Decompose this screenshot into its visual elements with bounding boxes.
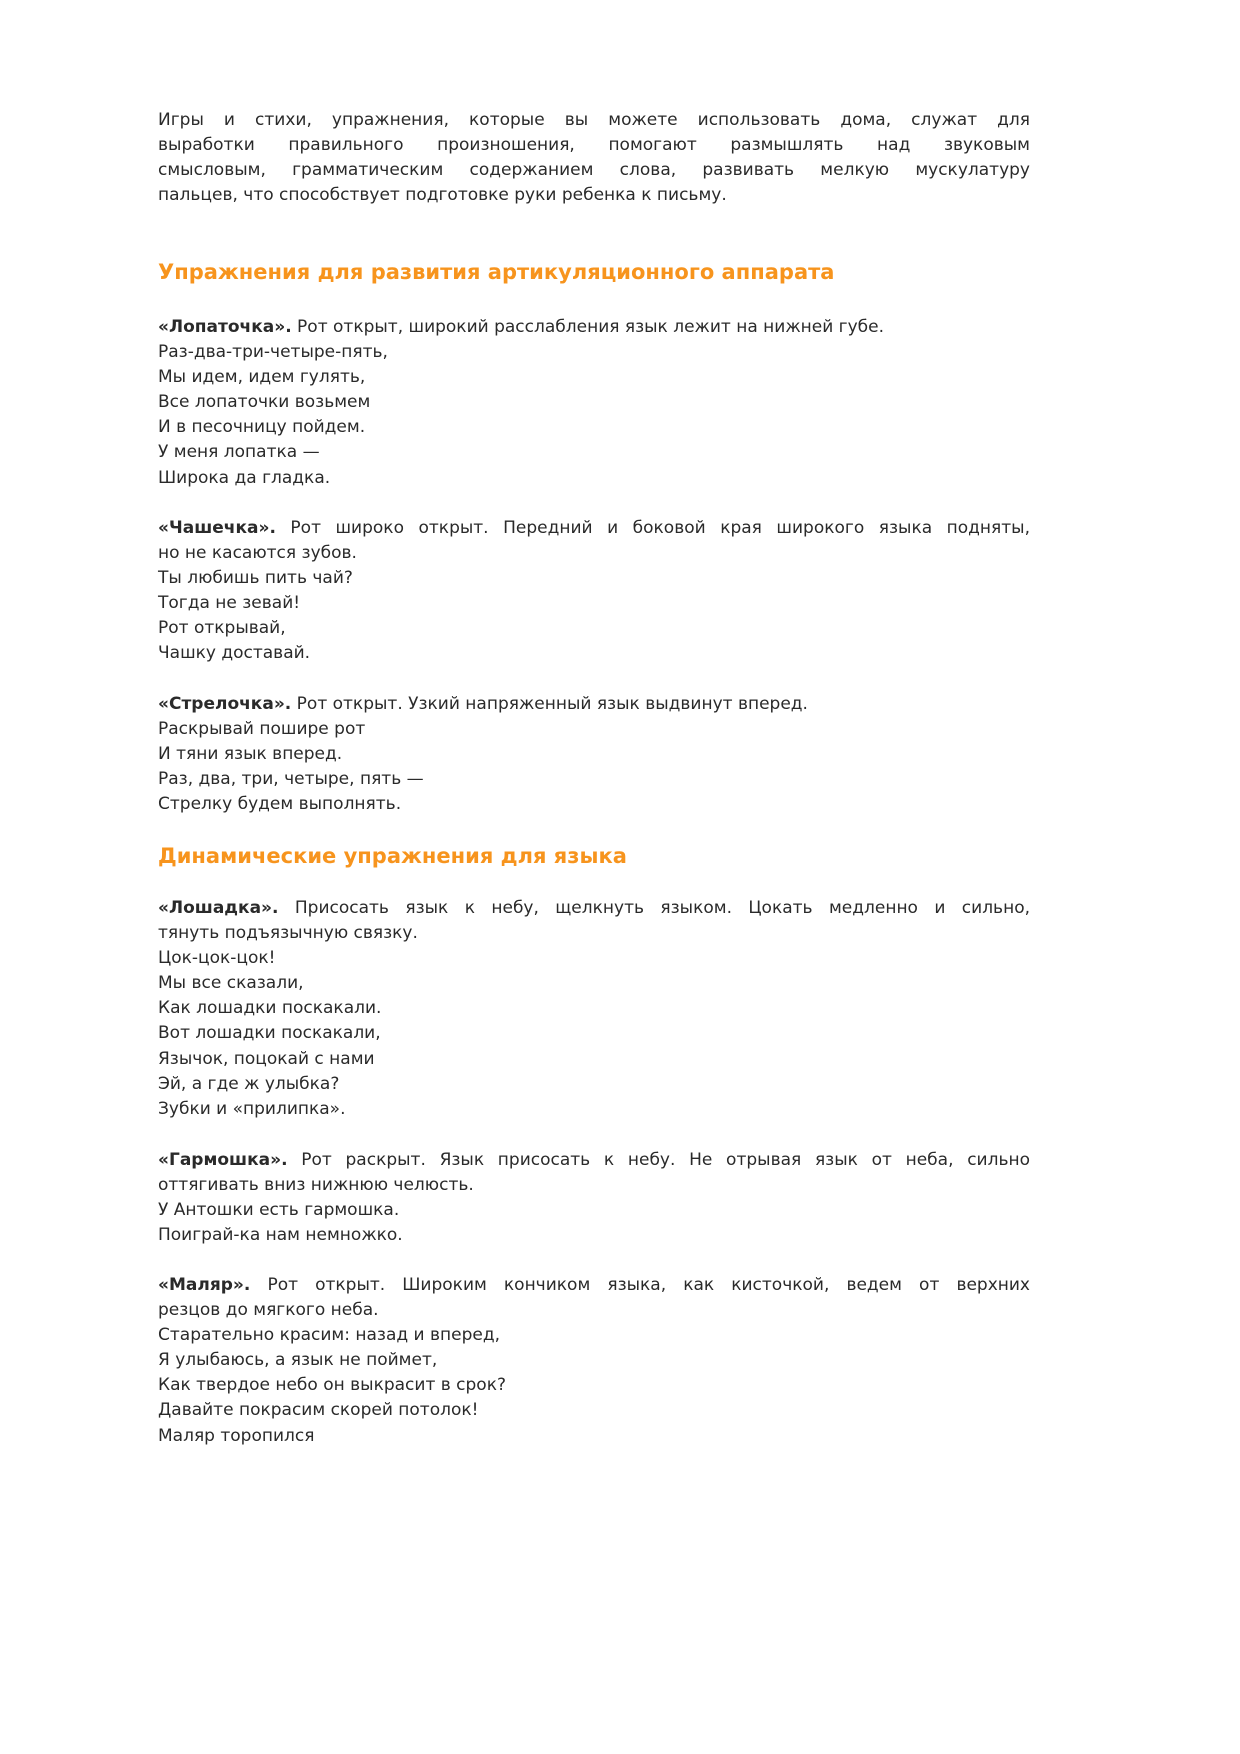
poem-line: Мы идем, идем гулять, — [158, 367, 366, 388]
poem-line: Чашку доставай. — [158, 643, 311, 664]
poem-line: Ты любишь пить чай? — [158, 568, 353, 589]
exercise-name: «Лопаточка». — [158, 317, 292, 337]
poem-line: У меня лопатка — — [158, 442, 320, 463]
exercise-chashechka — [158, 516, 1030, 667]
section-heading: Упражнения для развития артикуляционного аппарата — [158, 260, 835, 284]
description-text: оттягивать вниз нижнюю челюсть. — [158, 1175, 474, 1196]
description-text: Рот открыт. Узкий напряженный язык выдвинут вперед. — [291, 694, 808, 714]
poem-line: И в песочницу пойдем. — [158, 417, 366, 438]
poem-line: Раз, два, три, четыре, пять — — [158, 769, 424, 790]
description-text: Рот открыт. Широким кончиком языка, как кисточкой, ведем от верхних — [250, 1275, 1030, 1295]
poem-line: Маляр торопился — [158, 1425, 315, 1446]
poem-line: Тогда не зевай! — [158, 593, 301, 614]
poem-line: Давайте покрасим скорей потолок! — [158, 1400, 479, 1421]
poem-line: Я улыбаюсь, а язык не поймет, — [158, 1350, 438, 1371]
description-text: Рот открыт, широкий расслабления язык лежит на нижней губе. — [291, 317, 884, 337]
description-line — [158, 315, 1030, 340]
description-line — [158, 896, 1030, 921]
poem-line: Язычок, поцокай с нами — [158, 1048, 375, 1069]
exercise-name: «Чашечка». — [158, 518, 276, 538]
exercise-garmoshka — [158, 1148, 1030, 1248]
description-line — [158, 1273, 1030, 1298]
poem-line: Цок-цок-цок! — [158, 948, 276, 969]
poem-line: Как твердое небо он выкрасит в срок? — [158, 1375, 507, 1396]
description-text: тянуть подъязычную связку. — [158, 923, 418, 944]
poem-line: Мы все сказали, — [158, 973, 304, 994]
description-text: Рот раскрыт. Язык присосать к небу. Не отрывая язык от неба, сильно — [287, 1150, 1030, 1170]
intro-paragraph — [158, 108, 1030, 208]
poem-line: Поиграй-ка нам немножко. — [158, 1225, 403, 1246]
description-line — [158, 1173, 1030, 1198]
poem-line: Раскрывай пошире рот — [158, 719, 366, 740]
poem-line: Рот открывай, — [158, 618, 286, 639]
description-text: но не касаются зубов. — [158, 543, 357, 564]
intro-line: выработки правильного произношения, помогают размышлять над звуковым — [158, 135, 1030, 156]
section-heading: Динамические упражнения для языка — [158, 844, 627, 868]
description-line — [158, 1298, 1030, 1323]
exercise-name: «Лошадка». — [158, 898, 279, 918]
intro-line: пальцев, что способствует подготовке руки ребенка к письму. — [158, 185, 727, 206]
poem-line: Раз-два-три-четыре-пять, — [158, 342, 388, 363]
poem-line: У Антошки есть гармошка. — [158, 1200, 400, 1221]
poem-line: Все лопаточки возьмем — [158, 392, 371, 413]
description-line — [158, 541, 1030, 566]
description-line — [158, 692, 1030, 717]
description-line — [158, 1148, 1030, 1173]
poem-line: И тяни язык вперед. — [158, 744, 343, 765]
exercise-name: «Маляр». — [158, 1275, 251, 1295]
exercise-loshadka — [158, 896, 1030, 1122]
exercise-name: «Стрелочка». — [158, 694, 292, 714]
description-text: Рот широко открыт. Передний и боковой края широкого языка подняты, — [275, 518, 1030, 538]
exercise-strelochka — [158, 692, 1030, 817]
intro-line: Игры и стихи, упражнения, которые вы можете использовать дома, служат для — [158, 110, 1030, 130]
poem-line: Стрелку будем выполнять. — [158, 794, 402, 815]
poem-line: Старательно красим: назад и вперед, — [158, 1325, 500, 1346]
description-text: резцов до мягкого неба. — [158, 1300, 379, 1321]
description-text: Присосать язык к небу, щелкнуть языком. Цокать медленно и сильно, — [278, 898, 1030, 918]
exercise-lopatochka — [158, 315, 1030, 491]
intro-line: смысловым, грамматическим содержанием слова, развивать мелкую мускулатуру — [158, 160, 1030, 181]
exercise-name: «Гармошка». — [158, 1150, 288, 1170]
poem-line: Как лошадки поскакали. — [158, 998, 382, 1019]
exercise-malyar — [158, 1273, 1030, 1449]
description-line — [158, 921, 1030, 946]
description-line — [158, 516, 1030, 541]
poem-line: Вот лошадки поскакали, — [158, 1023, 381, 1044]
poem-line: Широка да гладка. — [158, 467, 331, 488]
poem-line: Эй, а где ж улыбка? — [158, 1073, 340, 1094]
poem-line: Зубки и «прилипка». — [158, 1098, 346, 1119]
